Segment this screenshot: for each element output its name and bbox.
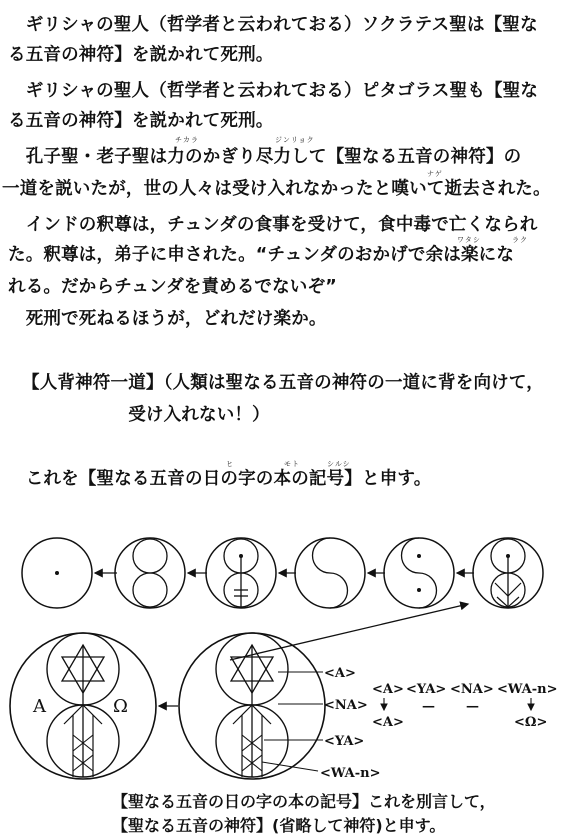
label-a: <A>	[324, 666, 356, 681]
ruby-nage: ナゲ	[427, 170, 443, 178]
caption-line-1: 【聖なる五音の日の字の本の記号】これを別言して，	[112, 792, 496, 811]
arrow-long	[230, 604, 468, 660]
circle-yin-yang	[384, 538, 454, 608]
circle-dot	[22, 538, 92, 608]
table-top-wan: <WA-n>	[497, 682, 558, 697]
table-top-ya: <YA>	[406, 682, 447, 697]
ruby-raku: ラク	[512, 236, 528, 244]
text-line-11: 【人背神符一道】（人類は聖なる五音の神符の一道に背を向けて，	[22, 373, 544, 393]
ruby-shirushi: シルシ	[327, 460, 351, 468]
text-line-1: ギリシャの聖人（哲学者と云われておる）ソクラテス聖は【聖な	[8, 15, 538, 35]
circle-figure-eight	[115, 538, 185, 608]
label-ya: <YA>	[324, 734, 365, 749]
text-line-13: これを【聖なる五音の日の字の本の記号】と申す。	[8, 469, 432, 489]
table-dash-ya: —	[422, 699, 435, 714]
text-line-10: 死刑で死ねるほうが，どれだけ楽か。	[8, 309, 327, 329]
five-sounds-diagram	[0, 520, 581, 790]
table-bottom-a: <A>	[372, 715, 404, 730]
ruby-jinryoku: ジンリョク	[275, 136, 315, 144]
text-line-5: 孔子聖・老子聖は力のかぎり尽力して【聖なる五音の神符】の	[8, 147, 522, 167]
text-line-9: れる。だからチュンダを責めるでないぞ”	[8, 277, 337, 297]
text-line-12: 受け入れない！）	[22, 405, 270, 425]
ruby-watashi: ワタシ	[457, 236, 481, 244]
label-na: <NA>	[324, 698, 368, 713]
circle-s-curve	[295, 538, 365, 608]
circle-figure-eight-cross	[206, 538, 276, 608]
text-line-3: ギリシャの聖人（哲学者と云われておる）ピタゴラス聖も【聖な	[8, 81, 539, 101]
text-line-8: た。釈尊は，弟子に申された。“チュンダのおかげで余は楽にな	[8, 245, 515, 265]
label-wan: <WA-n>	[320, 766, 381, 781]
ruby-moto: モト	[284, 460, 300, 468]
table-top-na: <NA>	[450, 682, 494, 697]
five-sounds-symbol	[179, 633, 325, 779]
alpha-omega-symbol	[10, 633, 156, 779]
leader-wan	[262, 762, 318, 771]
ruby-hi: ヒ	[226, 460, 234, 468]
text-line-2: る五音の神符】を説かれて死刑。	[8, 45, 274, 65]
table-bottom-omega: <Ω>	[514, 715, 548, 730]
text-line-7: インドの釈尊は，チュンダの食事を受けて，食中毒で亡くなられ	[8, 215, 538, 235]
circle-tree-figure	[473, 538, 543, 608]
text-line-6: 一道を説いたが，世の人々は受け入れなかったと嘆いて逝去された。	[2, 179, 551, 199]
table-top-a: <A>	[372, 682, 404, 697]
ruby-chikara: チカラ	[175, 136, 199, 144]
caption-line-2: 【聖なる五音の神符】(省略して神符)と申す。	[112, 816, 446, 835]
text-line-4: る五音の神符】を説かれて死刑。	[8, 111, 274, 131]
label-alpha: A	[33, 696, 46, 717]
label-omega: Ω	[113, 696, 128, 717]
table-dash-na: —	[466, 699, 479, 714]
